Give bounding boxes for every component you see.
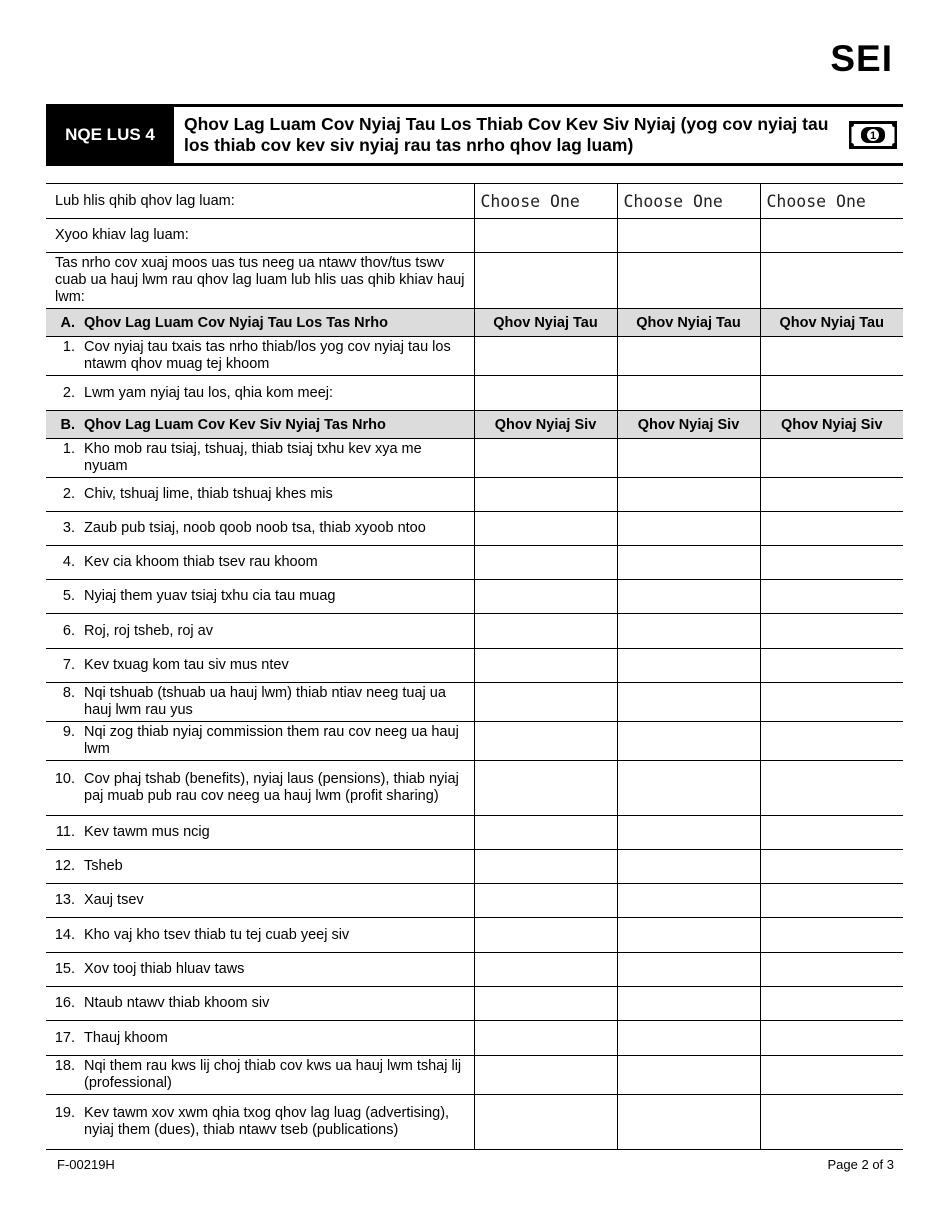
item-number: 3. — [62, 520, 75, 536]
expense-input[interactable] — [474, 987, 617, 1021]
expense-input[interactable] — [617, 816, 760, 850]
expense-input[interactable] — [474, 683, 617, 722]
table-row — [46, 850, 903, 884]
section-a-title: Qhov Lag Luam Cov Nyiaj Tau Los Tas Nrho — [84, 314, 389, 331]
section-b-title: Qhov Lag Luam Cov Kev Siv Nyiaj Tas Nrho — [84, 416, 386, 433]
section-b-letter: B. — [60, 416, 75, 433]
item-label: Xov tooj thiab hluav taws — [84, 961, 245, 977]
section-a-col-3: Qhov Nyiaj Tau — [760, 309, 903, 337]
section-a-col-2: Qhov Nyiaj Tau — [617, 309, 760, 337]
item-label: Chiv, tshuaj lime, thiab tshuaj khes mis — [84, 486, 333, 502]
item-label: Roj, roj tsheb, roj av — [84, 622, 213, 639]
item-label: Cov nyiaj tau txais tas nrho thiab/los yog cov nyiaj tau los ntawm qhov muag tej khoom — [84, 339, 451, 372]
item-label: Ntaub ntawv thiab khoom siv — [84, 995, 270, 1011]
item-label: Kev tawm xov xwm qhia txog qhov lag luag (advertising), nyiaj them (dues), thiab ntawv tseb (publications) — [84, 1105, 450, 1138]
item-label: Nqi tshuab (tshuab ua hauj lwm) thiab ntiav neeg tuaj ua hauj lwm rau yus — [84, 685, 446, 718]
item-label: Cov phaj tshab (benefits), nyiaj laus (pensions), thiab nyiaj paj muab pub rau cov neeg ua hauj lwm (profit sharing) — [84, 771, 459, 804]
expense-input[interactable] — [474, 1095, 617, 1150]
item-number: 18. — [54, 1058, 75, 1074]
business-type-input-2[interactable] — [617, 219, 760, 253]
expense-input[interactable] — [617, 546, 760, 580]
expense-input[interactable] — [474, 918, 617, 953]
expense-input[interactable] — [617, 1095, 760, 1150]
expense-input[interactable] — [474, 761, 617, 816]
table-row — [46, 478, 903, 512]
expense-input[interactable] — [474, 1021, 617, 1056]
item-label: Nyiaj them yuav tsiaj txhu cia tau muag — [84, 588, 336, 604]
table-row — [46, 953, 903, 987]
money-bill-icon — [843, 120, 903, 150]
item-number: 11. — [55, 824, 75, 840]
amount-input[interactable] — [760, 337, 903, 376]
expense-input[interactable] — [760, 439, 903, 478]
expense-input[interactable] — [617, 987, 760, 1021]
table-row — [46, 580, 903, 614]
section-b-col-3: Qhov Nyiaj Siv — [760, 411, 903, 439]
item-label: Xauj tsev — [84, 892, 144, 908]
business-type-input-3[interactable] — [760, 219, 903, 253]
expense-input[interactable] — [760, 683, 903, 722]
section-b-header — [46, 411, 903, 439]
business-type-input-1[interactable] — [474, 219, 617, 253]
item-label: Nqi zog thiab nyiaj commission them rau cov neeg ua hauj lwm — [84, 724, 459, 757]
expense-input[interactable] — [474, 546, 617, 580]
table-row — [46, 816, 903, 850]
expense-input[interactable] — [474, 1056, 617, 1095]
expense-input[interactable] — [617, 649, 760, 683]
item-number: 5. — [62, 588, 75, 604]
table-row — [46, 512, 903, 546]
section-a-letter: A. — [60, 314, 75, 331]
income-expense-table — [46, 183, 903, 1150]
choose-one-select-2[interactable]: Choose One — [623, 191, 723, 211]
expense-input[interactable] — [617, 683, 760, 722]
expense-input[interactable] — [760, 580, 903, 614]
table-row — [46, 649, 903, 683]
amount-input[interactable] — [617, 376, 760, 411]
owners-input-2[interactable] — [617, 253, 760, 309]
item-number: 10. — [54, 771, 75, 787]
item-label: Nqi them rau kws lij choj thiab cov kws ua hauj lwm tshaj lij (professional) — [84, 1058, 462, 1091]
table-row — [46, 614, 903, 649]
item-number: 8. — [62, 685, 75, 701]
form-id: F-00219H — [57, 1157, 115, 1172]
item-label: Kho mob rau tsiaj, tshuaj, thiab tsiaj txhu kev xya me nyuam — [84, 441, 422, 474]
owners-input-1[interactable] — [474, 253, 617, 309]
money-bill-digit: 1 — [869, 130, 877, 142]
expense-input[interactable] — [474, 512, 617, 546]
table-row — [46, 722, 903, 761]
table-row — [46, 546, 903, 580]
expense-input[interactable] — [474, 850, 617, 884]
expense-input[interactable] — [617, 761, 760, 816]
expense-input[interactable] — [760, 816, 903, 850]
item-number: 15. — [54, 961, 75, 977]
amount-input[interactable] — [474, 337, 617, 376]
expense-input[interactable] — [760, 761, 903, 816]
section-a-header — [46, 309, 903, 337]
expense-input[interactable] — [617, 512, 760, 546]
info-row-business-type — [46, 219, 903, 253]
item-number: 17. — [54, 1029, 75, 1046]
item-label: Thauj khoom — [84, 1029, 168, 1046]
expense-input[interactable] — [474, 439, 617, 478]
item-number: 1. — [62, 339, 75, 355]
expense-input[interactable] — [474, 722, 617, 761]
expense-input[interactable] — [474, 884, 617, 918]
section-b-col-1: Qhov Nyiaj Siv — [474, 411, 617, 439]
item-number: 1. — [62, 441, 75, 457]
business-name-label: Lub hlis qhib qhov lag luam: — [55, 192, 235, 209]
expense-input[interactable] — [760, 850, 903, 884]
expense-input[interactable] — [760, 1095, 903, 1150]
item-label: Kho vaj kho tsev thiab tu tej cuab yeej siv — [84, 926, 350, 943]
item-number: 7. — [62, 657, 75, 673]
expense-input[interactable] — [617, 580, 760, 614]
item-number: 12. — [54, 858, 75, 874]
expense-input[interactable] — [617, 884, 760, 918]
expense-input[interactable] — [760, 884, 903, 918]
table-row — [46, 1095, 903, 1150]
expense-input[interactable] — [617, 1056, 760, 1095]
item-label: Kev txuag kom tau siv mus ntev — [84, 657, 289, 673]
expense-input[interactable] — [760, 722, 903, 761]
item-label: Kev tawm mus ncig — [84, 824, 210, 840]
expense-input[interactable] — [474, 953, 617, 987]
section-header — [46, 104, 903, 166]
section-tag: NQE LUS 4 — [46, 107, 174, 163]
table-row — [46, 987, 903, 1021]
expense-input[interactable] — [617, 439, 760, 478]
table-row — [46, 1021, 903, 1056]
expense-input[interactable] — [760, 953, 903, 987]
expense-input[interactable] — [474, 816, 617, 850]
item-number: 2. — [62, 384, 75, 401]
expense-input[interactable] — [760, 546, 903, 580]
expense-input[interactable] — [474, 649, 617, 683]
table-row — [46, 884, 903, 918]
item-number: 6. — [62, 622, 75, 639]
amount-input[interactable] — [617, 337, 760, 376]
info-row-owners — [46, 253, 903, 309]
choose-one-select-1[interactable]: Choose One — [480, 191, 580, 211]
section-a-col-1: Qhov Nyiaj Tau — [474, 309, 617, 337]
amount-input[interactable] — [474, 376, 617, 411]
table-row — [46, 376, 903, 411]
item-number: 13. — [54, 892, 75, 908]
section-b-col-2: Qhov Nyiaj Siv — [617, 411, 760, 439]
expense-input[interactable] — [760, 478, 903, 512]
business-type-label: Xyoo khiav lag luam: — [55, 227, 189, 243]
item-number: 16. — [54, 995, 75, 1011]
expense-input[interactable] — [760, 1056, 903, 1095]
expense-input[interactable] — [760, 918, 903, 953]
expense-input[interactable] — [474, 614, 617, 649]
item-number: 19. — [54, 1105, 75, 1121]
program-title: SEI — [830, 38, 893, 79]
info-row-business-name — [46, 184, 903, 219]
item-number: 2. — [62, 486, 75, 502]
expense-input[interactable] — [760, 1021, 903, 1056]
table-row — [46, 439, 903, 478]
expense-input[interactable] — [760, 512, 903, 546]
expense-input[interactable] — [760, 649, 903, 683]
amount-input[interactable] — [760, 376, 903, 411]
item-number: 4. — [62, 554, 75, 570]
choose-one-select-3[interactable]: Choose One — [766, 191, 866, 211]
owners-label: Tas nrho cov xuaj moos uas tus neeg ua ntawv thov/tus tswv cuab ua hauj lwm rau qhov lag luam lub hlis uas qhib khiav hauj lwm: — [55, 255, 465, 305]
table-row — [46, 1056, 903, 1095]
expense-input[interactable] — [617, 614, 760, 649]
owners-input-3[interactable] — [760, 253, 903, 309]
item-label: Lwm yam nyiaj tau los, qhia kom meej: — [84, 384, 334, 401]
expense-input[interactable] — [617, 478, 760, 512]
expense-input[interactable] — [474, 580, 617, 614]
expense-input[interactable] — [617, 918, 760, 953]
table-row — [46, 683, 903, 722]
expense-input[interactable] — [617, 722, 760, 761]
item-label: Zaub pub tsiaj, noob qoob noob tsa, thiab xyoob ntoo — [84, 520, 426, 536]
page-number: Page 2 of 3 — [827, 1157, 894, 1172]
item-number: 14. — [54, 926, 75, 943]
expense-input[interactable] — [474, 478, 617, 512]
expense-input[interactable] — [617, 1021, 760, 1056]
item-label: Kev cia khoom thiab tsev rau khoom — [84, 554, 318, 570]
section-title: Qhov Lag Luam Cov Nyiaj Tau Los Thiab Cov Kev Siv Nyiaj (yog cov nyiaj tau los thiab cov kev siv nyiaj rau tas nrho qhov lag luam) — [184, 114, 829, 155]
expense-input[interactable] — [760, 614, 903, 649]
expense-input[interactable] — [760, 987, 903, 1021]
table-row — [46, 761, 903, 816]
item-label: Tsheb — [84, 858, 123, 874]
item-number: 9. — [62, 724, 75, 740]
table-row — [46, 337, 903, 376]
expense-input[interactable] — [617, 953, 760, 987]
table-row — [46, 918, 903, 953]
expense-input[interactable] — [617, 850, 760, 884]
